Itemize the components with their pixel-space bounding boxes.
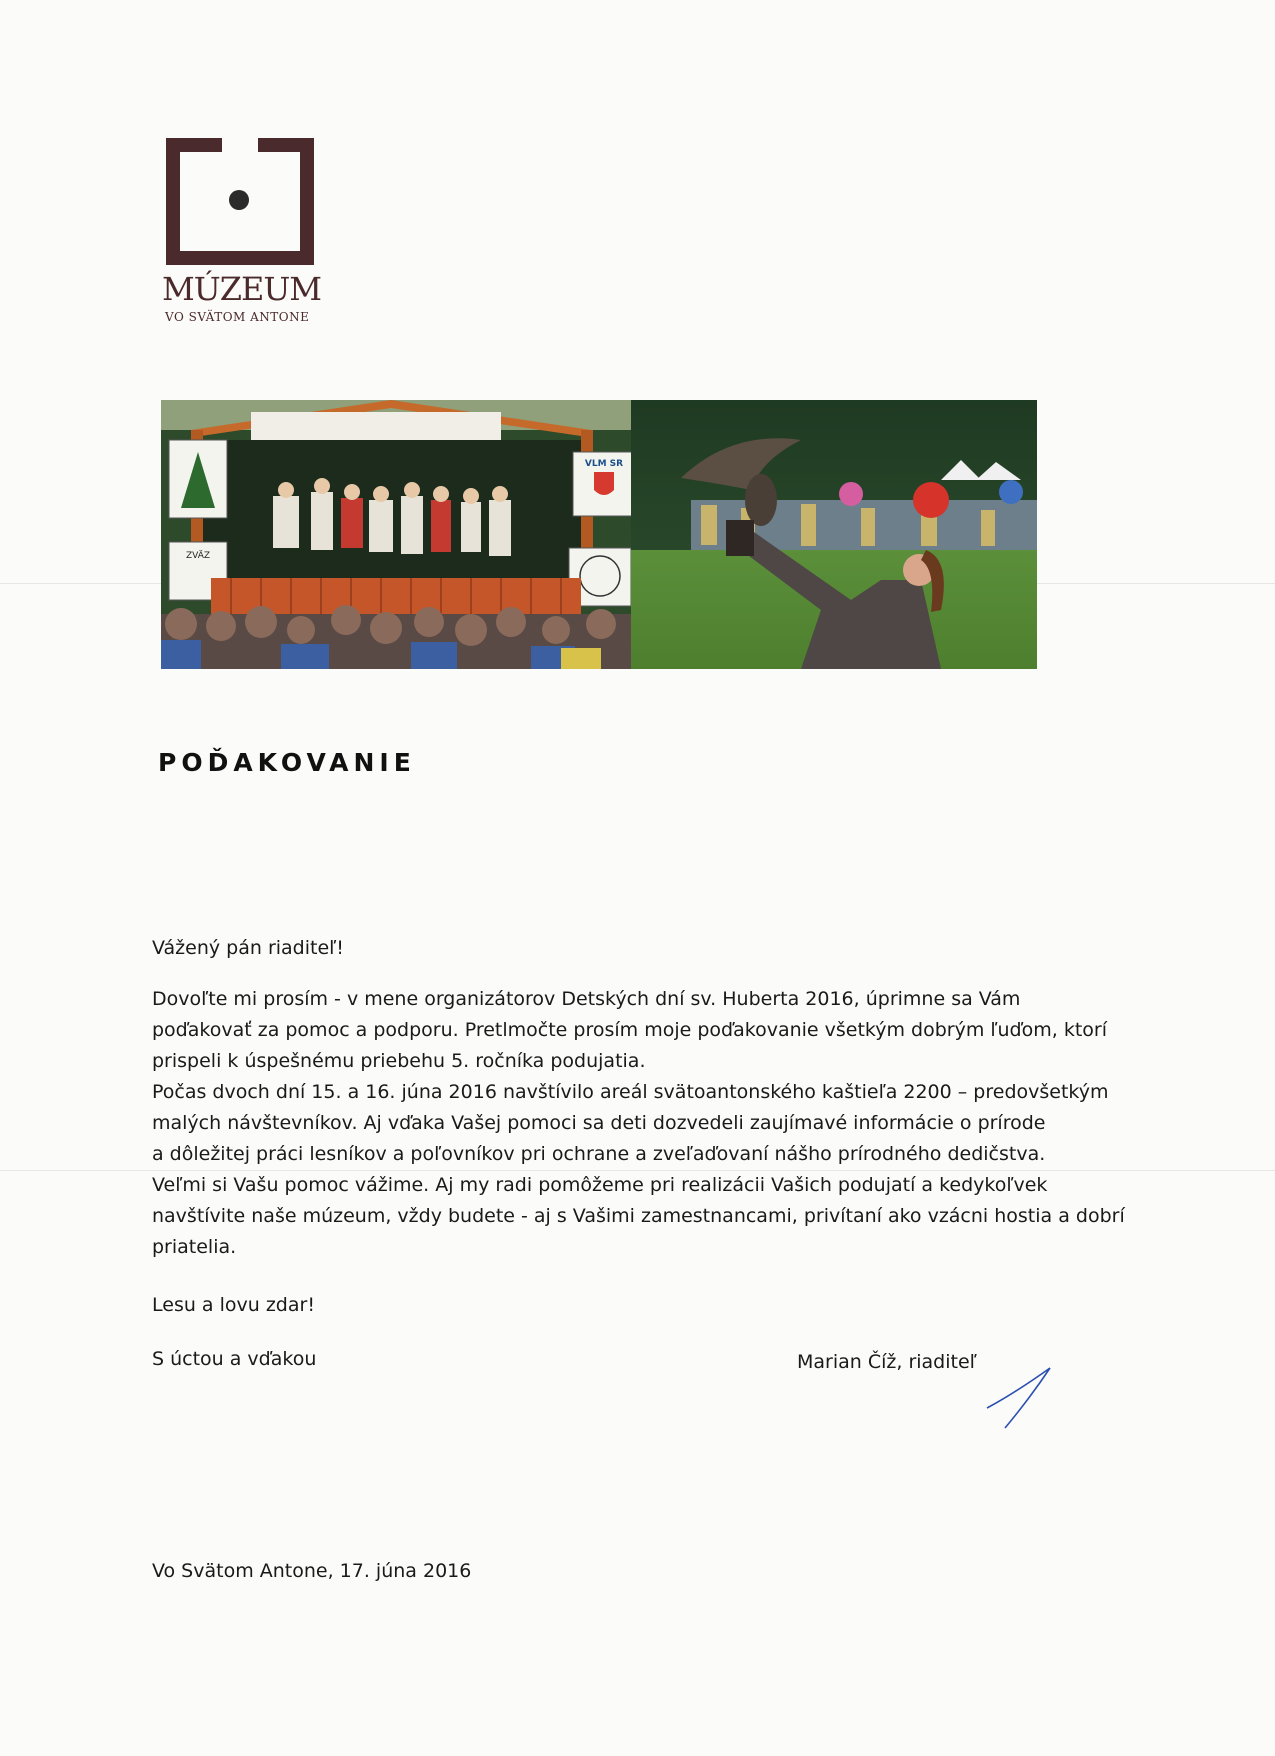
logo-title: MÚZEUM: [162, 270, 322, 308]
letter-heading: POĎAKOVANIE: [158, 748, 416, 777]
logo-subtitle: VO SVÄTOM ANTONE: [165, 310, 310, 324]
greeting: Lesu a lovu zdar!: [152, 1294, 315, 1316]
body-line: Počas dvoch dní 15. a 16. júna 2016 navštívilo areál svätoantonského kaštieľa 2200 – predovšetkým: [152, 1081, 1109, 1103]
signature-icon: [985, 1363, 1055, 1433]
body-line: priatelia.: [152, 1236, 237, 1258]
body-line: prispeli k úspešnému priebehu 5. ročníka podujatia.: [152, 1050, 646, 1072]
place-date: Vo Svätom Antone, 17. júna 2016: [152, 1560, 472, 1582]
body-line: navštívite naše múzeum, vždy budete - aj s Vašimi zamestnancami, privítaní ako vzácni hostia a dobrí: [152, 1205, 1125, 1227]
body-line: Veľmi si Vašu pomoc vážime. Aj my radi pomôžeme pri realizácii Vašich podujatí a kedykoľvek: [152, 1174, 1048, 1196]
body-line: poďakovať za pomoc a podporu. Pretlmočte prosím moje poďakovanie všetkým dobrým ľuďom, ktorí: [152, 1019, 1107, 1041]
salutation: Vážený pán riaditeľ!: [152, 937, 344, 959]
sign-zvaz: ZVÄZ: [185, 551, 211, 561]
body-line: malých návštevníkov. Aj vďaka Vašej pomoci sa deti dozvedeli zaujímavé informácie o prírode: [152, 1112, 1046, 1134]
body-line: a dôležitej práci lesníkov a poľovníkov pri ochrane a zveľaďovaní nášho prírodného dedičstva.: [152, 1143, 1046, 1165]
museum-logo-icon: [166, 138, 314, 265]
event-photo-strip: [161, 400, 1037, 669]
body-line: Dovoľte mi prosím - v mene organizátorov Detských dní sv. Huberta 2016, úprimne sa Vám: [152, 988, 1021, 1010]
sign-vlm: VLM SR: [584, 459, 624, 469]
closing: S úctou a vďakou: [152, 1348, 317, 1370]
signer-name: Marian Číž, riaditeľ: [797, 1351, 977, 1373]
